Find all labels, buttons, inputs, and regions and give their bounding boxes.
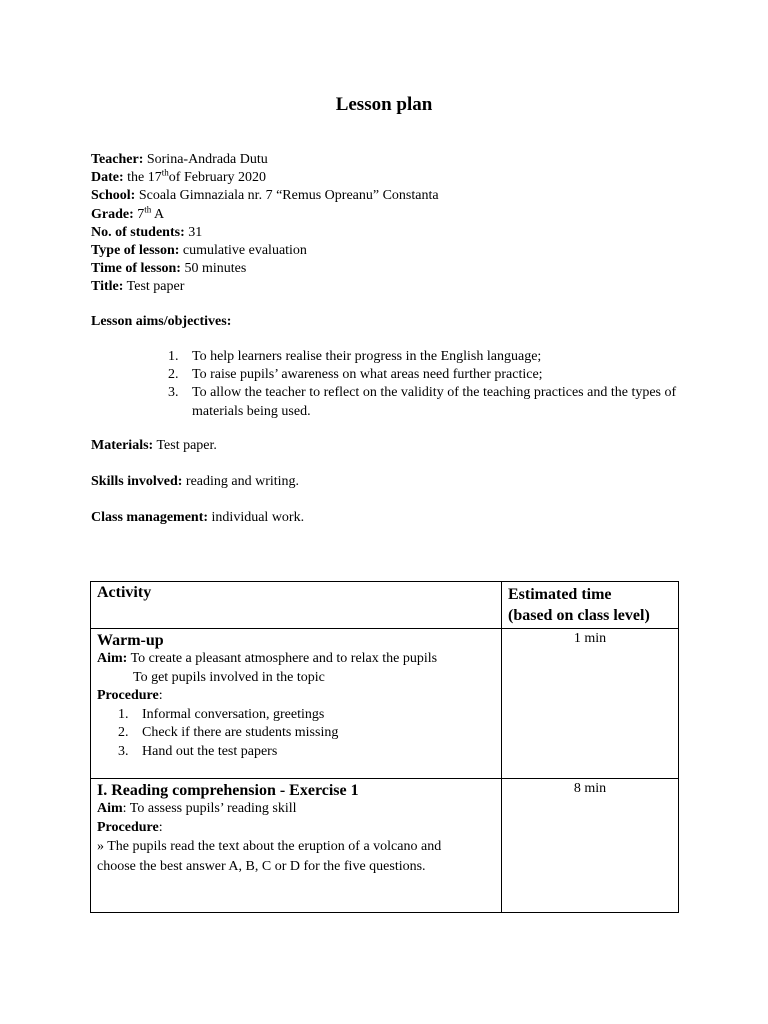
procedure-colon: : <box>158 819 163 835</box>
lesson-title-line <box>91 278 439 296</box>
activities-table <box>90 581 679 913</box>
lesson-time-line <box>91 260 439 278</box>
aim-text: To create a pleasant atmosphere and to relax the pupils <box>130 651 438 666</box>
aim-text: : To assess pupils’ reading skill <box>122 801 297 816</box>
aim-item <box>168 348 688 366</box>
lesson-type-line <box>91 242 439 260</box>
students-label: No. of students: <box>91 224 185 240</box>
activity-title: I. Reading comprehension - Exercise 1 <box>97 782 359 799</box>
aim-text: To help learners realise their progress in the English language; <box>192 349 542 364</box>
materials-label: Materials: <box>91 438 154 453</box>
date-line <box>91 169 439 187</box>
aim-line <box>97 650 495 669</box>
date-suffix: th <box>161 167 169 178</box>
aim-label: Aim: <box>97 651 128 666</box>
skills-line <box>91 474 299 490</box>
step-text: Check if there are students missing <box>142 725 339 740</box>
page-title: Lesson plan <box>335 94 433 115</box>
step-text: Informal conversation, greetings <box>142 706 325 722</box>
lesson-type-value: cumulative evaluation <box>182 243 307 259</box>
lesson-title-value: Test paper <box>126 279 185 295</box>
grade-number: 7 <box>137 206 145 222</box>
date-label: Date: <box>91 170 124 186</box>
aims-list <box>168 348 688 421</box>
lesson-type-label: Type of lesson: <box>91 243 180 259</box>
procedure-step <box>97 743 495 762</box>
school-line <box>91 187 439 205</box>
procedure-description: » The pupils read the text about the eruption of a volcano and <box>97 839 442 854</box>
step-number: 3. <box>118 743 129 759</box>
lesson-time-value: 50 minutes <box>184 261 247 277</box>
grade-line <box>91 203 439 224</box>
aim-item <box>168 384 688 420</box>
step-text: Hand out the test papers <box>142 743 278 759</box>
grade-class: A <box>151 206 165 222</box>
aim-label: Aim <box>97 801 123 816</box>
students-value: 31 <box>188 224 203 240</box>
school-value: Scoala Gimnaziala nr. 7 “Remus Opreanu” Constanta <box>138 188 439 204</box>
teacher-value: Sorina-Andrada Dutu <box>146 152 268 167</box>
time-header-line-2: (based on class level) <box>508 607 650 624</box>
aim-number: 1. <box>168 349 179 364</box>
procedure-description: choose the best answer A, B, C or D for the five questions. <box>97 859 426 874</box>
time-header-line-1: Estimated time <box>508 586 612 603</box>
aim-line <box>97 800 495 819</box>
aim-number: 3. <box>168 385 179 401</box>
aim-text: To allow the teacher to reflect on the validity of the teaching practices and the types of materials being used. <box>192 385 677 419</box>
activity-cell <box>91 779 502 913</box>
procedure-colon: : <box>158 688 163 703</box>
grade-label: Grade: <box>91 206 134 222</box>
table-header-row <box>91 582 679 629</box>
aim-text-secondary: To get pupils involved in the topic <box>133 669 325 685</box>
procedure-step <box>97 706 495 725</box>
students-line <box>91 224 439 242</box>
class-management-label: Class management: <box>91 510 209 525</box>
activity-header: Activity <box>91 582 502 629</box>
activity-cell <box>91 629 502 779</box>
grade-suffix: th <box>144 203 152 214</box>
step-number: 1. <box>118 706 129 722</box>
aim-item <box>168 366 688 384</box>
procedure-label: Procedure <box>97 819 159 835</box>
procedure-line <box>97 819 495 838</box>
date-month-year: of February 2020 <box>168 170 266 186</box>
skills-label: Skills involved: <box>91 474 183 489</box>
lesson-title-label: Title: <box>91 279 124 295</box>
teacher-line <box>91 151 439 169</box>
procedure-label: Procedure <box>97 688 159 703</box>
table-row <box>91 779 679 913</box>
step-number: 2. <box>118 725 129 740</box>
time-cell: 8 min <box>502 779 679 913</box>
lesson-time-label: Time of lesson: <box>91 261 181 277</box>
time-cell: 1 min <box>502 629 679 779</box>
school-label: School: <box>91 188 136 204</box>
lesson-details <box>91 151 439 297</box>
procedure-line <box>97 687 495 706</box>
class-management-line <box>91 510 304 526</box>
aim-number: 2. <box>168 367 179 383</box>
materials-value: Test paper. <box>156 438 217 453</box>
materials-line <box>91 438 217 454</box>
activity-title: Warm-up <box>97 632 164 649</box>
procedure-step <box>97 724 495 743</box>
date-day: the 17 <box>127 170 162 186</box>
aim-text: To raise pupils’ awareness on what areas need further practice; <box>192 367 543 383</box>
class-management-value: individual work. <box>211 510 305 525</box>
table-row <box>91 629 679 779</box>
time-header <box>502 582 679 629</box>
skills-value: reading and writing. <box>185 474 300 489</box>
teacher-label: Teacher: <box>91 152 144 167</box>
aims-heading: Lesson aims/objectives: <box>91 314 232 329</box>
